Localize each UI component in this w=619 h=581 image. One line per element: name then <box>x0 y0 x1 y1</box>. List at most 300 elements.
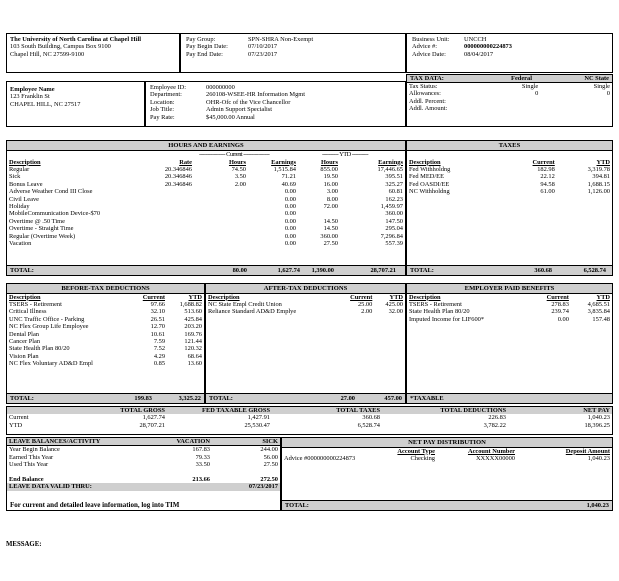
hours-row-cell: 40.69 <box>281 180 296 188</box>
leave-row <box>7 446 280 454</box>
after-col-description: Description <box>208 293 240 301</box>
hours-row-cell: Overtime @ .50 Time <box>9 217 65 225</box>
taxes-col-current: Current <box>532 158 555 166</box>
before-tax-row-cell: 7.52 <box>153 345 166 353</box>
addl-percent-label: Addl. Percent: <box>409 97 446 105</box>
pay-group-value: SPN-SHRA Non-Exempt <box>248 36 314 43</box>
hours-row-cell: 360.00 <box>385 210 403 218</box>
pay-rate-label: Pay Rate: <box>150 113 175 121</box>
hours-row-cell <box>142 203 194 210</box>
np-col-amount: Deposit Amount <box>565 447 610 455</box>
business-unit-label: Business Unit: <box>412 36 450 43</box>
after-total-current: 27.00 <box>340 395 355 402</box>
pay-begin-value: 07/10/2017 <box>248 43 278 51</box>
hours-row <box>7 173 405 180</box>
hours-row-cell: 0.00 <box>284 217 296 225</box>
before-tax-row <box>7 331 204 338</box>
leave-row-cell: 244.00 <box>260 446 278 454</box>
tax-data-row <box>407 98 612 105</box>
leave-end-row <box>7 476 280 483</box>
end-balance-vacation: 213.66 <box>192 476 210 484</box>
before-tax-row-cell: 121.44 <box>184 338 202 346</box>
employer-paid-header-row <box>407 294 612 301</box>
hours-row-cell <box>142 225 194 232</box>
tax-data-row <box>407 90 612 97</box>
pay-group-label: Pay Group: <box>186 36 216 43</box>
before-tax-row <box>7 345 204 352</box>
taxes-total-label: TOTAL: <box>410 267 434 274</box>
summary-cell: 25,530.47 <box>244 421 270 429</box>
hours-row-cell: 360.00 <box>320 232 338 240</box>
hours-row <box>7 240 405 247</box>
summary-row-label: Current <box>9 414 29 422</box>
summary-cell: 28,707.21 <box>139 421 165 429</box>
employer-paid-row <box>407 316 612 323</box>
np-advice: Advice #000000000224873 <box>284 454 356 462</box>
hours-earnings-box <box>6 140 406 276</box>
employer-name: The University of North Carolina at Chapel Hill <box>10 36 142 43</box>
hours-row <box>7 233 405 240</box>
before-tax-row-cell: TSERS - Retirement <box>9 300 62 308</box>
hours-row-cell: 14.50 <box>323 217 338 225</box>
leave-row-cell: 79.33 <box>195 453 210 461</box>
before-tax-row <box>7 301 204 308</box>
hours-row-cell: 325.27 <box>385 180 403 188</box>
leave-row-cell: 33.50 <box>195 461 210 469</box>
hours-row <box>7 210 405 217</box>
before-tax-title: BEFORE-TAX DEDUCTIONS <box>7 284 204 294</box>
before-tax-row-cell: Cancer Plan <box>9 338 41 346</box>
taxes-total-current: 360.68 <box>534 267 552 274</box>
tax-data-federal: Federal <box>511 75 532 82</box>
taxes-row-cell: 94.58 <box>540 180 555 188</box>
hours-row-cell: 162.23 <box>385 195 403 203</box>
hours-row-cell <box>142 233 194 240</box>
hours-row-cell: 147.50 <box>385 217 403 225</box>
taxes-row <box>407 173 612 180</box>
hours-row-cell: 0.00 <box>284 210 296 218</box>
col-hours: Hours <box>228 158 246 166</box>
pay-end-label: Pay End Date: <box>186 50 223 58</box>
hours-row-cell: 557.39 <box>385 240 403 248</box>
before-tax-row-cell: 120.32 <box>184 345 202 353</box>
before-total-label: TOTAL: <box>10 395 34 402</box>
np-col-type: Account Type <box>397 447 435 455</box>
net-pay-title: NET PAY DISTRIBUTION <box>282 438 612 448</box>
end-balance-label: End Balance <box>9 476 44 484</box>
before-tax-row-cell: 0.85 <box>153 360 166 368</box>
business-unit-value: UNCCH <box>464 36 487 43</box>
summary-cell: 226.83 <box>488 414 506 422</box>
hours-row-cell: 0.00 <box>284 188 296 196</box>
summary-header-row <box>7 407 612 414</box>
pay-group-box <box>180 33 406 73</box>
before-tax-row-cell: 1,688.82 <box>179 300 202 308</box>
hours-row-cell: 8.00 <box>326 195 338 203</box>
hours-row-cell: 1,459.97 <box>380 203 403 211</box>
after-tax-row-cell: 25.00 <box>357 300 373 308</box>
employer-paid-row-cell: 239.74 <box>551 308 569 316</box>
hours-row-cell: 20.346846 <box>164 180 192 188</box>
advice-number-label: Advice #: <box>412 43 438 51</box>
employee-address-1: 123 Franklin St <box>10 93 50 101</box>
hours-row-cell <box>142 210 194 217</box>
summary-cell: 1,040.23 <box>587 414 610 422</box>
before-tax-row-cell: 68.64 <box>187 352 202 360</box>
col-ytd-hours: Hours <box>320 158 338 166</box>
taxable-note: *TAXABLE <box>410 395 444 402</box>
before-tax-row-cell: 169.76 <box>184 330 202 338</box>
summary-cell: 1,427.91 <box>247 414 270 422</box>
hours-header-row <box>7 159 405 166</box>
hours-row-cell <box>194 188 248 195</box>
before-tax-row-cell: NC Flex Group Life Employee <box>9 323 89 331</box>
leave-row <box>7 454 280 461</box>
before-tax-row <box>7 308 204 315</box>
end-balance-sick: 272.50 <box>260 476 278 484</box>
leave-footer: For current and detailed leave information, log into TIM <box>10 500 180 509</box>
after-tax-row-cell: 2.00 <box>361 308 373 316</box>
taxes-row-cell: 182.98 <box>537 165 555 173</box>
taxes-col-ytd: YTD <box>596 158 610 166</box>
hours-group-labels: ---------------- Current ---------------- ---------- YTD ---------- <box>199 150 369 158</box>
leave-header-row <box>7 438 280 446</box>
hours-row-cell: 14.50 <box>323 225 338 233</box>
leave-row-cell: Used This Year <box>9 461 49 469</box>
summary-cell: 6,528.74 <box>357 421 380 429</box>
before-col-current: Current <box>142 293 166 301</box>
before-tax-row-cell: 203.20 <box>184 323 202 331</box>
hours-row-cell: 20.346846 <box>164 165 192 173</box>
before-tax-row-cell: Vision Plan <box>9 352 39 360</box>
hours-row-cell: Holiday <box>9 203 30 211</box>
location-label: Location: <box>150 98 175 106</box>
tax-data-state: NC State <box>584 75 609 82</box>
summary-row <box>7 422 612 429</box>
employer-address-1: 103 South Building, Campus Box 9100 <box>10 43 111 51</box>
leave-row-cell: 167.83 <box>192 446 210 454</box>
before-tax-row-cell: 97.66 <box>150 300 166 308</box>
net-pay-row <box>282 455 612 462</box>
business-box <box>406 33 613 73</box>
employer-paid-row-cell: 278.83 <box>551 300 569 308</box>
col-ytd-earnings: Earnings <box>378 158 403 166</box>
after-tax-row-cell: 425.00 <box>385 300 403 308</box>
after-tax-row-cell: 32.00 <box>388 308 403 316</box>
net-pay-header-row <box>282 448 612 455</box>
taxes-row-cell: Fed OASDI/EE <box>409 180 450 188</box>
taxes-row-cell: 1,126.00 <box>587 188 610 196</box>
after-tax-box <box>205 283 406 404</box>
before-tax-row-cell: 32.10 <box>150 308 166 316</box>
leave-spacer <box>7 469 280 476</box>
hours-total-label: TOTAL: <box>10 267 34 274</box>
np-number: XXXXX00000 <box>475 454 515 462</box>
taxes-title: TAXES <box>407 141 612 151</box>
before-tax-row-cell: Critical Illness <box>9 308 47 316</box>
summary-row-label: YTD <box>9 421 23 429</box>
hours-row-cell: 0.00 <box>284 240 296 248</box>
net-pay-total-row <box>282 500 612 510</box>
before-tax-total-row <box>7 393 204 403</box>
net-pay-box <box>281 437 613 511</box>
before-tax-row-cell: 10.61 <box>150 330 166 338</box>
after-tax-title: AFTER-TAX DEDUCTIONS <box>206 284 405 294</box>
location-value: OHR-Ofc of the Vice Chancellor <box>206 98 291 106</box>
taxes-row-cell: 61.00 <box>540 188 555 196</box>
hours-row <box>7 203 405 210</box>
hours-row <box>7 188 405 195</box>
tax-status-state: Single <box>593 83 610 90</box>
col-earnings: Earnings <box>271 158 296 166</box>
hours-row-cell <box>194 225 248 232</box>
np-type: Checking <box>410 454 435 462</box>
hours-row-cell: 2.00 <box>234 180 246 188</box>
advice-date-value: 08/04/2017 <box>464 50 494 58</box>
before-tax-row-cell: 7.59 <box>153 338 166 346</box>
before-col-ytd: YTD <box>188 293 202 301</box>
hours-row-cell: Vacation <box>9 240 32 248</box>
before-tax-row <box>7 316 204 323</box>
hours-row <box>7 218 405 225</box>
summary-cell: 3,782.22 <box>483 421 506 429</box>
before-tax-row-cell: State Health Plan 80/20 <box>9 345 70 353</box>
np-amount: 1,040.23 <box>587 454 610 462</box>
taxes-col-description: Description <box>409 158 441 166</box>
after-tax-total-row <box>206 393 405 403</box>
employer-paid-row-cell: 3,835.84 <box>587 308 610 316</box>
summary-col-net: NET PAY <box>583 407 610 414</box>
after-tax-row <box>206 308 405 315</box>
addl-amount-label: Addl. Amount: <box>409 105 448 113</box>
hours-row-cell: 0.00 <box>284 225 296 233</box>
after-col-current: Current <box>350 293 373 301</box>
summary-box <box>6 406 613 435</box>
hours-row-cell: 20.346846 <box>164 173 192 181</box>
before-tax-row-cell: 425.84 <box>184 315 202 323</box>
hours-earnings-title: HOURS AND EARNINGS <box>7 141 405 151</box>
employer-box <box>6 33 180 73</box>
before-col-description: Description <box>9 293 41 301</box>
employer-paid-row <box>407 301 612 308</box>
before-tax-row <box>7 338 204 345</box>
before-tax-row <box>7 353 204 360</box>
hours-row-cell <box>194 196 248 203</box>
hours-row-cell <box>142 188 194 195</box>
employer-paid-row-cell: State Health Plan 80/20 <box>409 308 470 316</box>
employee-name-title: Employee Name <box>10 86 55 93</box>
employee-id-value: 000000000 <box>206 84 235 91</box>
leave-row-cell: Earned This Year <box>9 453 54 461</box>
hours-total-earnings: 1,627.74 <box>277 267 300 274</box>
hours-row-cell: 16.00 <box>323 180 338 188</box>
np-total-label: TOTAL: <box>285 502 309 509</box>
summary-col-taxes: TOTAL TAXES <box>336 407 380 414</box>
job-title-value: Admin Support Specialist <box>206 106 273 114</box>
summary-row <box>7 414 612 421</box>
before-tax-row-cell: 26.51 <box>150 315 166 323</box>
taxes-row-cell: 3,319.78 <box>587 165 610 173</box>
emp-col-description: Description <box>409 293 441 301</box>
employer-paid-row-cell: TSERS - Retirement <box>409 300 462 308</box>
tax-status-label: Tax Status: <box>409 83 438 90</box>
taxes-row-cell: Fed Withholdng <box>409 165 451 173</box>
before-tax-row-cell: 12.70 <box>150 323 166 331</box>
leave-row <box>7 461 280 468</box>
summary-cell: 1,627.74 <box>142 414 165 422</box>
pay-begin-label: Pay Begin Date: <box>186 43 228 51</box>
after-tax-row-cell: Reliance Standard AD&D Emplye <box>208 308 297 316</box>
before-total-ytd: 3,325.22 <box>178 395 201 402</box>
leave-row-cell: 56.00 <box>263 453 278 461</box>
summary-cell: 360.68 <box>362 414 380 422</box>
tax-data-row <box>407 105 612 112</box>
before-tax-box <box>6 283 205 404</box>
hours-row-cell: Bonus Leave <box>9 180 43 188</box>
hours-row-cell: 395.51 <box>385 173 403 181</box>
hours-row-cell: 3.00 <box>326 188 338 196</box>
employer-paid-row-cell: 157.48 <box>592 315 610 323</box>
after-col-ytd: YTD <box>389 293 403 301</box>
taxes-row <box>407 181 612 188</box>
taxes-row-cell: 22.12 <box>540 173 555 181</box>
hours-total-ytd-hours: 1,390.00 <box>311 267 334 274</box>
employer-address-2: Chapel Hill, NC 27599-9100 <box>10 50 85 58</box>
hours-row-cell <box>142 240 194 247</box>
hours-row-cell: 1,515.84 <box>273 165 296 173</box>
taxes-row-cell: 394.81 <box>592 173 610 181</box>
np-total-value: 1,040.23 <box>586 502 609 509</box>
col-rate: Rate <box>179 158 192 166</box>
tax-data-box <box>406 74 613 127</box>
hours-row-cell: 74.50 <box>231 165 246 173</box>
message-label: MESSAGE: <box>6 541 42 548</box>
hours-row-cell <box>194 218 248 225</box>
taxes-row-cell: Fed MED/EE <box>409 173 444 181</box>
hours-row-cell: 17,446.65 <box>377 165 403 173</box>
ytd-group-label: YTD <box>339 150 351 158</box>
hours-row-cell <box>194 203 248 210</box>
before-tax-row-cell: NC Flex Voluntary AD&D Empl <box>9 360 93 368</box>
hours-row-cell <box>298 210 340 217</box>
before-tax-row-cell: UNC Traffic Office - Parking <box>9 315 85 323</box>
after-total-ytd: 457.00 <box>384 395 402 402</box>
pay-end-value: 07/23/2017 <box>248 50 278 58</box>
hours-total-row <box>7 265 405 275</box>
taxes-total-ytd: 6,528.74 <box>583 267 606 274</box>
job-title-label: Job Title: <box>150 106 174 114</box>
current-group-label: Current <box>226 150 243 158</box>
employer-paid-row <box>407 308 612 315</box>
before-tax-row <box>7 360 204 367</box>
hours-row-cell: 3.50 <box>234 173 246 181</box>
hours-row-cell: 295.04 <box>385 225 403 233</box>
hours-row-cell: MobileCommunication Device-$70 <box>9 210 101 218</box>
hours-row-cell: 19.50 <box>323 173 338 181</box>
hours-row-cell: Regular <box>9 165 30 173</box>
hours-row-cell: Overtime - Straight Time <box>9 225 74 233</box>
hours-row-cell <box>194 233 248 240</box>
hours-row-cell: Adverse Weather Cond III Close <box>9 188 93 196</box>
tax-status-fed: Single <box>521 83 539 90</box>
advice-number-value: 000000000224873 <box>464 43 512 51</box>
hours-row-cell <box>142 218 194 225</box>
taxes-box <box>406 140 613 276</box>
allowances-label: Allowances: <box>409 90 441 98</box>
employee-box <box>6 81 145 127</box>
pay-rate-value: $45,000.00 Annual <box>206 113 255 121</box>
leave-title: LEAVE BALANCES/ACTIVITY <box>9 438 101 445</box>
hours-row-cell: 0.00 <box>284 203 296 211</box>
before-tax-row-cell: 513.60 <box>184 308 202 316</box>
advice-date-label: Advice Date: <box>412 50 446 58</box>
before-tax-row-cell: Dental Plan <box>9 330 39 338</box>
emp-col-ytd: YTD <box>596 293 610 301</box>
hours-row-cell: Civil Leave <box>9 195 39 203</box>
employer-paid-title: EMPLOYER PAID BENEFITS <box>407 284 612 294</box>
hours-row <box>7 225 405 232</box>
taxes-row-cell: 1,688.15 <box>587 180 610 188</box>
hours-row-cell <box>194 240 248 247</box>
hours-row-cell <box>194 210 248 217</box>
after-tax-row <box>206 301 405 308</box>
hours-row <box>7 166 405 173</box>
leave-valid-label: LEAVE DATA VALID THRU: <box>9 483 92 491</box>
employee-info-box <box>145 81 406 127</box>
allowances-state: 0 <box>606 90 610 98</box>
before-tax-row-cell: 4.29 <box>153 352 166 360</box>
employee-address-2: CHAPEL HILL, NC 27517 <box>10 100 81 108</box>
hours-total-ytd-earnings: 28,707.21 <box>370 267 396 274</box>
col-description: Description <box>9 158 41 166</box>
department-label: Department: <box>150 91 182 99</box>
taxes-row <box>407 166 612 173</box>
before-tax-header-row <box>7 294 204 301</box>
np-col-number: Account Number <box>467 447 515 455</box>
before-tax-row <box>7 323 204 330</box>
tax-data-header <box>407 75 612 83</box>
hours-row-cell: 0.00 <box>284 195 296 203</box>
leave-col-vacation: VACATION <box>176 438 210 445</box>
summary-col-fed-gross: FED TAXABLE GROSS <box>202 407 270 414</box>
emp-col-current: Current <box>546 293 569 301</box>
before-tax-row-cell: 13.60 <box>187 360 202 368</box>
after-tax-row-cell: NC State Empl Credit Union <box>208 300 282 308</box>
hours-row-cell <box>142 196 194 203</box>
summary-col-gross: TOTAL GROSS <box>120 407 165 414</box>
hours-row-cell: 855.00 <box>320 165 338 173</box>
hours-row-cell: 72.00 <box>323 203 338 211</box>
department-value: 260108-WSEE-HR Information Mgmt <box>206 91 306 99</box>
leave-row-cell: Year Begin Balance <box>9 446 60 454</box>
leave-col-sick: SICK <box>262 438 278 445</box>
leave-valid-date: 07/23/2017 <box>248 483 278 491</box>
hours-total-hours: 80.00 <box>232 267 247 274</box>
allowances-fed: 0 <box>535 90 539 98</box>
after-total-label: TOTAL: <box>209 395 233 402</box>
employer-paid-row-cell: 4,685.51 <box>587 300 610 308</box>
hours-row-cell: Regular (Overtime Week) <box>9 232 76 240</box>
taxes-row <box>407 188 612 195</box>
employer-paid-total-row <box>407 393 612 403</box>
leave-box <box>6 437 281 511</box>
leave-row-cell: 27.50 <box>263 461 278 469</box>
tax-data-row <box>407 83 612 90</box>
taxes-header-row <box>407 159 612 166</box>
taxes-total-row <box>407 265 612 275</box>
hours-row-cell: 0.00 <box>284 232 296 240</box>
hours-row-cell: 71.21 <box>281 173 296 181</box>
